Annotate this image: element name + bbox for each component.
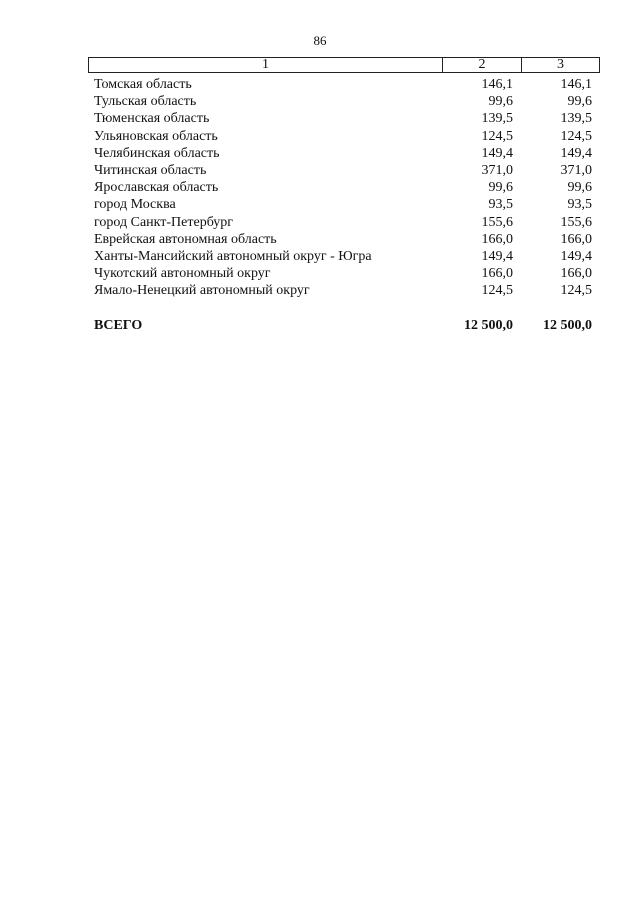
- region-name: город Санкт-Петербург: [94, 214, 234, 230]
- table-row: [0, 110, 640, 127]
- region-name: Ярославская область: [94, 180, 219, 196]
- value-column-3: 124,5: [560, 283, 592, 299]
- value-column-2: 155,6: [481, 214, 513, 230]
- value-column-3: 149,4: [560, 248, 592, 264]
- table-row: [0, 282, 640, 299]
- value-column-3: 146,1: [560, 77, 592, 92]
- value-column-2: 124,5: [481, 128, 513, 144]
- value-column-2: 166,0: [481, 231, 513, 247]
- region-name: Ямало-Ненецкий автономный округ: [94, 283, 310, 299]
- region-name: Тюменская область: [94, 111, 210, 127]
- region-name: Челябинская область: [94, 145, 220, 161]
- value-column-2: 166,0: [481, 266, 513, 282]
- table-row: [0, 248, 640, 265]
- column-header-2: 2: [443, 58, 522, 72]
- value-column-3: 139,5: [560, 111, 592, 127]
- value-column-2: 99,6: [488, 180, 513, 196]
- table-row: [0, 179, 640, 196]
- region-name: Читинская область: [94, 162, 207, 178]
- table-row: [0, 76, 640, 93]
- value-column-3: 149,4: [560, 145, 592, 161]
- table-row: [0, 128, 640, 145]
- region-name: Чукотский автономный округ: [94, 266, 271, 282]
- total-row: [0, 317, 640, 335]
- value-column-3: 155,6: [560, 214, 592, 230]
- value-column-3: 99,6: [567, 94, 592, 110]
- value-column-2: 139,5: [481, 111, 513, 127]
- value-column-2: 149,4: [481, 145, 513, 161]
- table-row: [0, 145, 640, 162]
- total-label: ВСЕГО: [94, 318, 143, 333]
- value-column-2: 149,4: [481, 248, 513, 264]
- value-column-2: 146,1: [481, 77, 513, 92]
- region-name: Ханты-Мансийский автономный округ - Югра: [94, 248, 372, 264]
- page-number: 86: [313, 33, 327, 48]
- table-row: [0, 196, 640, 213]
- value-column-3: 166,0: [560, 231, 592, 247]
- value-column-3: 93,5: [567, 197, 592, 213]
- value-column-3: 124,5: [560, 128, 592, 144]
- region-name: Томская область: [94, 77, 192, 92]
- column-header-3: 3: [557, 57, 564, 72]
- value-column-2: 93,5: [488, 197, 513, 213]
- table-body: [0, 76, 640, 299]
- table-row: [0, 214, 640, 231]
- region-name: Ульяновская область: [94, 128, 218, 144]
- value-column-2: 124,5: [481, 283, 513, 299]
- region-name: Тульская область: [94, 94, 197, 110]
- region-name: Еврейская автономная область: [94, 231, 277, 247]
- value-column-2: 371,0: [481, 162, 513, 178]
- value-column-3: 99,6: [567, 180, 592, 196]
- value-column-2: 99,6: [488, 94, 513, 110]
- value-column-3: 371,0: [560, 162, 592, 178]
- total-column-2: 12 500,0: [464, 318, 513, 333]
- region-name: город Москва: [94, 197, 176, 213]
- table-row: [0, 231, 640, 248]
- table-header-row: [88, 57, 600, 73]
- table-row: [0, 265, 640, 282]
- total-column-3: 12 500,0: [543, 318, 592, 333]
- table-row: [0, 162, 640, 179]
- value-column-3: 166,0: [560, 266, 592, 282]
- column-header-1: 1: [89, 58, 443, 72]
- table-row: [0, 93, 640, 110]
